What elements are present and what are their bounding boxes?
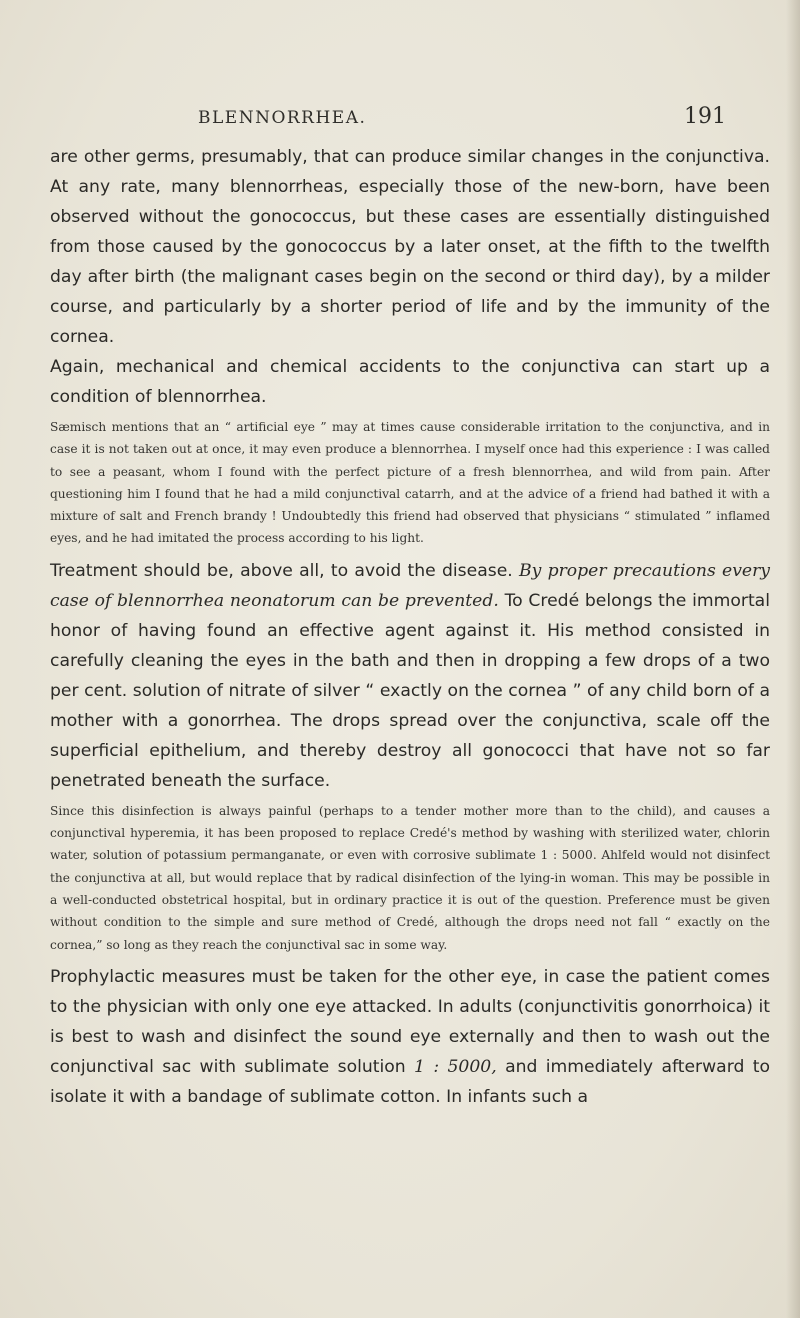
treatment-italic: By proper precautions every case of blennorrhea neonatorum can be prevented. xyxy=(50,560,770,611)
page-number: 191 xyxy=(684,104,726,129)
treatment-text-start: Treatment should be, above all, to avoid the disease. xyxy=(50,560,519,581)
page-body xyxy=(50,142,770,1112)
paragraph-accidents: Again, mechanical and chemical accidents to the conjunctiva can start up a condition of blennorrhea. xyxy=(50,357,770,407)
running-head: BLENNORRHEA. xyxy=(198,108,367,128)
paragraph-germs: are other germs, presumably, that can produce similar changes in the conjunctiva. At any rate, many blennorrheas, especially those of the new-born, have been observed without the gonococcus, but these cases are essentially distinguished from those caused by the gonococcus by a later onset, at the fifth to the twelfth day after birth (the malignant cases begin on the second or third day), by a milder course, and particularly by a shorter period of life and by the immunity of the cornea. xyxy=(50,147,770,347)
footnote-disinfection: Since this disinfection is always painful (perhaps to a tender mother more than to the child), and causes a conjunctival hyperemia, it has been proposed to replace Credé's method by washing with sterilized water, chlorin water, solution of potassium permanganate, or even with corrosive sublimate 1 : 5000. Ahlfeld would not disinfect the conjunctiva at all, but would replace that by radical disinfection of the lying-in woman. This may be possible in a well-conducted obstetrical hospital, but in ordinary practice it is out of the question. Preference must be given without condition to the simple and sure method of Credé, although the drops need not fall “ exactly on the cornea,” so long as they reach the conjunctival sac in some way. xyxy=(50,803,770,952)
paragraph-treatment xyxy=(50,556,770,796)
prophylactic-text-end: and immediately afterward to isolate it with a bandage of sublimate cotton. In infants such a xyxy=(50,1056,771,1107)
page-edge-shadow xyxy=(786,0,800,1318)
footnote-artificial-eye: Sæmisch mentions that an “ artificial eye ” may at times cause considerable irritation to the conjunctiva, and in case it is not taken out at once, it may even produce a blennorrhea. I myself once had this experience : I was called to see a peasant, whom I found with the perfect picture of a fresh blennorrhea, and wild from pain. After questioning him I found that he had a mild conjunctival catarrh, and at the advice of a friend had bathed it with a mixture of salt and French brandy ! Undoubtedly this friend had observed that physicians “ stimulated ” inflamed eyes, and he had imitated the process according to his light. xyxy=(50,420,770,546)
treatment-text-end: To Credé belongs the immortal honor of having found an effective agent against it. His method consisted in carefully cleaning the eyes in the bath and then in dropping a few drops of a two per cent. solution of nitrate of silver “ exactly on the cornea ” of any child born of a mother with a gonorrhea. The drops spread over the conjunctiva, scale off the superficial epithelium, and thereby destroy all gonococci that have not so far penetrated beneath the surface. xyxy=(50,590,770,791)
page-header xyxy=(0,78,800,129)
paragraph-prophylactic xyxy=(50,962,770,1112)
prophylactic-italic: 1 : 5000, xyxy=(414,1056,497,1077)
prophylactic-text-start: Prophylactic measures must be taken for the other eye, in case the patient comes to the physician with only one eye attacked. In adults (conjunctivitis gonorrhoica) it is best to wash and disinfect the sound eye externally and then to wash out the conjunctival sac with sublimate solution xyxy=(50,966,770,1077)
